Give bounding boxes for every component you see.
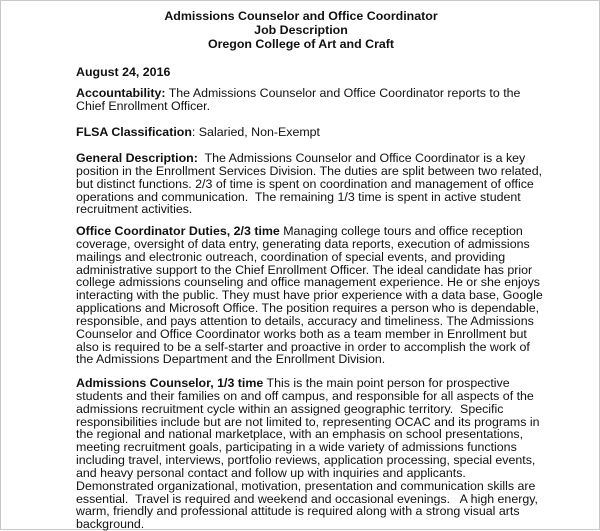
section-label: Admissions Counselor, 1/3 time <box>76 376 264 390</box>
institution-name: Oregon College of Art and Craft <box>207 36 395 51</box>
job-title: Admissions Counselor and Office Coordinator <box>164 9 438 23</box>
document-header <box>1 10 600 51</box>
section-label: General Description: <box>76 151 198 165</box>
accountability-section <box>76 87 546 113</box>
document-date: August 24, 2016 <box>76 65 171 79</box>
section-text: The Admissions Counselor and Office Coordinator reports to the Chief Enrollment Officer. <box>76 86 521 113</box>
section-text: This is the main point person for prospective students and their families on and off campus, and responsible for all aspects of the admissions recruitment cycle within an assigned geographic territory. Specific responsibilities include but are not limited to, representing OCAC and its programs in the regional and national marketplace, with an emphasis on school presentations, meeting recruitment goals, participating in a wide variety of admissions functions including travel, interviews, portfolio reviews, application processing, special events, and heavy personal contact and follow up with inquiries and applicants. Demonstrated organizational, motivation, presentation and communication skills are essential. Travel is required and weekend and occasional evenings. A high energy, warm, friendly and professional attitude is required along with a strong visual arts background. <box>76 376 543 531</box>
document-type: Job Description <box>254 22 348 37</box>
office-coordinator-duties-section <box>76 225 546 366</box>
section-label: Accountability: <box>76 86 166 100</box>
admissions-counselor-section <box>76 377 546 531</box>
section-text: : Salaried, Non-Exempt <box>191 125 320 139</box>
section-label: Office Coordinator Duties, 2/3 time <box>76 224 280 238</box>
section-text: Managing college tours and office reception coverage, oversight of data entry, generating data reports, execution of admissions mailings and electronic outreach, coordination of special events, and providing administrative support to the Chief Enrollment Officer. The ideal candidate has prior college admissions counseling and office management experience. He or she enjoys interacting with the public. They must have prior experience with a data base, Google applications and Microsoft Office. The position requires a person who is dependable, responsible, and pays attention to details, accuracy and timeliness. The Admissions Counselor and Office Coordinator works both as a team member in Enrollment but also is required to be a self-starter and proactive in order to accomplish the work of the Admissions Department and the Enrollment Division. <box>76 224 543 367</box>
general-description-section <box>76 152 546 216</box>
section-label: FLSA Classification <box>76 125 192 139</box>
section-text: The Admissions Counselor and Office Coordinator is a key position in the Enrollment Services Division. The duties are split between two related, but distinct functions. 2/3 of time is spent on coordination and management of office operations and communication. The remaining 1/3 time is spent in active student recruitment activities. <box>76 151 546 217</box>
flsa-section <box>76 126 546 139</box>
